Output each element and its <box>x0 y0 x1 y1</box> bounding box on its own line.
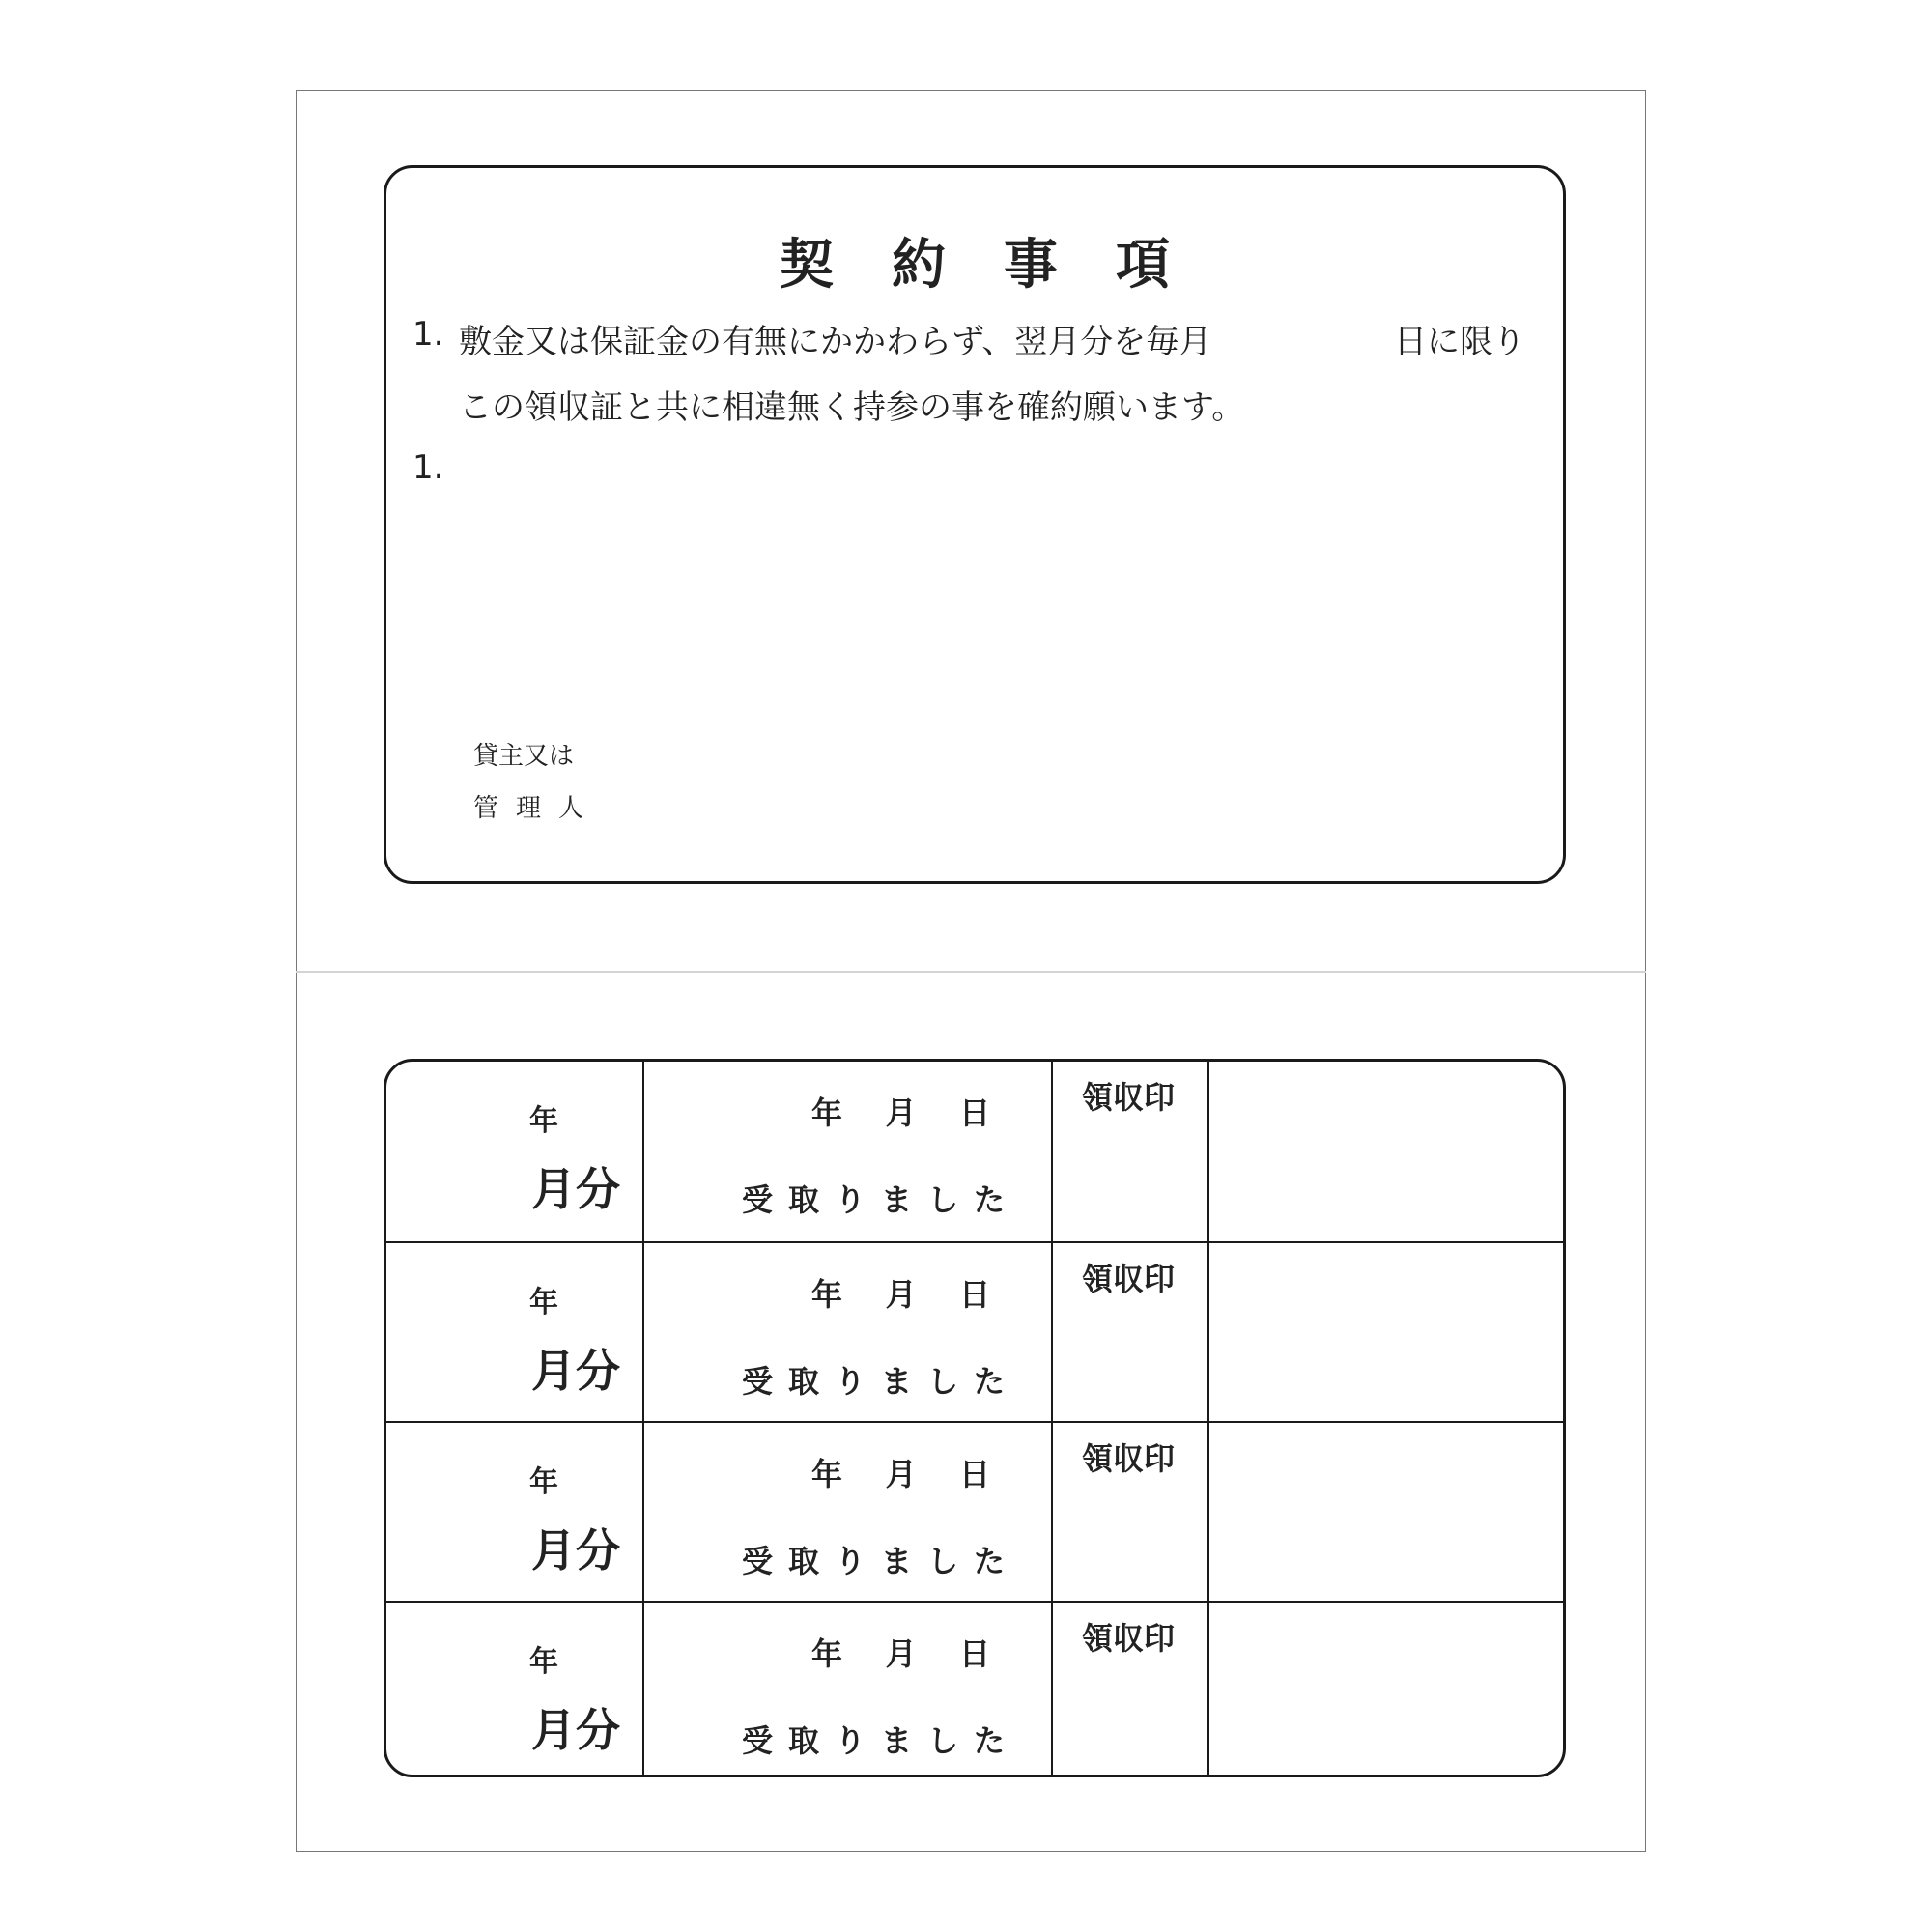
column-divider <box>1051 1423 1053 1603</box>
receipt-row <box>386 1062 1563 1241</box>
column-divider <box>1208 1243 1209 1423</box>
contract-terms-card <box>384 165 1566 884</box>
stamp-label: 領収印 <box>1082 1261 1176 1297</box>
period-month-label: 月分 <box>531 1345 620 1397</box>
stamp-label: 領収印 <box>1082 1620 1176 1657</box>
column-divider <box>1208 1603 1209 1777</box>
item1-text: 敷金又は保証金の有無にかかわらず、翌月分を毎月 <box>459 323 1212 361</box>
signer-label-line2: 管理人 <box>473 794 602 823</box>
column-divider <box>1051 1603 1053 1777</box>
column-divider <box>1051 1062 1053 1241</box>
column-divider <box>642 1423 644 1603</box>
period-year-label: 年 <box>529 1645 558 1679</box>
column-divider <box>642 1603 644 1777</box>
column-divider <box>642 1243 644 1423</box>
receipt-date-label: 年 月 日 <box>811 1094 991 1131</box>
receipt-date-label: 年 月 日 <box>811 1635 991 1672</box>
received-label: 受取りました <box>742 1363 1021 1400</box>
receipt-table-card <box>384 1059 1566 1777</box>
period-month-label: 月分 <box>531 1524 620 1577</box>
column-divider <box>1208 1062 1209 1241</box>
contract-title: 契約事項 <box>780 234 1228 297</box>
received-label: 受取りました <box>742 1722 1021 1759</box>
item1-day-limit: 日に限り <box>1394 323 1525 361</box>
stamp-label: 領収印 <box>1082 1440 1176 1477</box>
period-month-label: 月分 <box>531 1163 620 1215</box>
period-year-label: 年 <box>529 1104 558 1138</box>
receipt-row <box>386 1421 1563 1603</box>
column-divider <box>642 1062 644 1241</box>
column-divider <box>1208 1423 1209 1603</box>
item1-text-continued: この領収証と共に相違無く持参の事を確約願います。 <box>459 388 1245 427</box>
item2-number: 1. <box>412 448 444 487</box>
receipt-row <box>386 1601 1563 1777</box>
receipt-date-label: 年 月 日 <box>811 1456 991 1492</box>
period-month-label: 月分 <box>531 1704 620 1756</box>
column-divider <box>1051 1243 1053 1423</box>
receipt-row <box>386 1241 1563 1423</box>
fold-line <box>296 971 1646 973</box>
item1-number: 1. <box>412 315 444 354</box>
period-year-label: 年 <box>529 1465 558 1499</box>
received-label: 受取りました <box>742 1543 1021 1579</box>
stamp-label: 領収印 <box>1082 1079 1176 1116</box>
signer-label-line1: 貸主又は <box>473 742 575 771</box>
period-year-label: 年 <box>529 1286 558 1320</box>
receipt-date-label: 年 月 日 <box>811 1276 991 1313</box>
received-label: 受取りました <box>742 1181 1021 1218</box>
